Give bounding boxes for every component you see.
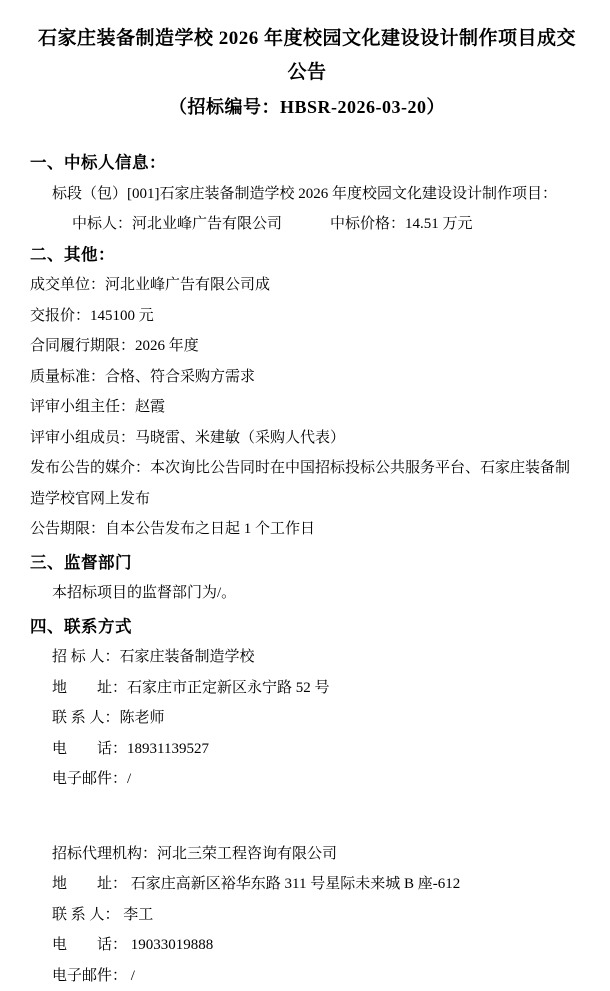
title-line-2: （招标编号：HBSR-2026-03-20）	[30, 90, 584, 124]
section-supervision-heading: 三、监督部门	[30, 548, 584, 579]
section-winner-heading: 一、中标人信息：	[30, 148, 584, 179]
agency-person-line: 联 系 人： 李工	[52, 900, 584, 931]
winner-price-line	[72, 209, 584, 240]
notice-period-line: 公告期限：自本公告发布之日起 1 个工作日	[30, 514, 584, 545]
media-line: 发布公告的媒介：本次询比公告同时在中国招标投标公共服务平台、石家庄装备制造学校官网上发布	[30, 453, 584, 514]
section-winner-info	[30, 148, 584, 240]
title-line-1: 石家庄装备制造学校 2026 年度校园文化建设设计制作项目成交公告	[30, 22, 584, 90]
agency-email-line: 电子邮件： /	[52, 961, 584, 991]
deal-unit-line: 成交单位：河北业峰广告有限公司成	[30, 270, 584, 301]
winning-price: 中标价格：14.51 万元	[282, 216, 473, 232]
agency-name-line: 招标代理机构：河北三荣工程咨询有限公司	[52, 839, 584, 870]
agency-contact-block	[30, 839, 584, 991]
document-title	[30, 22, 584, 124]
tenderer-email-line: 电子邮件：/	[52, 764, 584, 795]
contract-period-line: 合同履行期限：2026 年度	[30, 331, 584, 362]
quality-standard-line: 质量标准：合格、符合采购方需求	[30, 362, 584, 393]
agency-phone-line: 电 话： 19033019888	[52, 930, 584, 961]
section-supervision	[30, 548, 584, 609]
winner-name: 中标人：河北业峰广告有限公司	[72, 216, 282, 232]
tenderer-person-line: 联 系 人：陈老师	[52, 703, 584, 734]
deal-price-line: 交报价：145100 元	[30, 301, 584, 332]
section-contact	[30, 612, 584, 991]
agency-address-line: 地 址： 石家庄高新区裕华东路 311 号星际未来城 B 座-612	[52, 869, 584, 900]
section-contact-heading: 四、联系方式	[30, 612, 584, 643]
review-chief-line: 评审小组主任：赵霞	[30, 392, 584, 423]
tenderer-address-line: 地 址：石家庄市正定新区永宁路 52 号	[52, 673, 584, 704]
tenderer-phone-line: 电 话：18931139527	[52, 734, 584, 765]
tenderer-contact-block	[30, 642, 584, 795]
lot-line: 标段（包）[001]石家庄装备制造学校 2026 年度校园文化建设设计制作项目：	[52, 179, 584, 210]
tenderer-name-line: 招 标 人：石家庄装备制造学校	[52, 642, 584, 673]
review-members-line: 评审小组成员：马晓雷、米建敏（采购人代表）	[30, 423, 584, 454]
section-other	[30, 240, 584, 545]
section-other-heading: 二、其他：	[30, 240, 584, 271]
supervision-body: 本招标项目的监督部门为/。	[52, 578, 584, 609]
